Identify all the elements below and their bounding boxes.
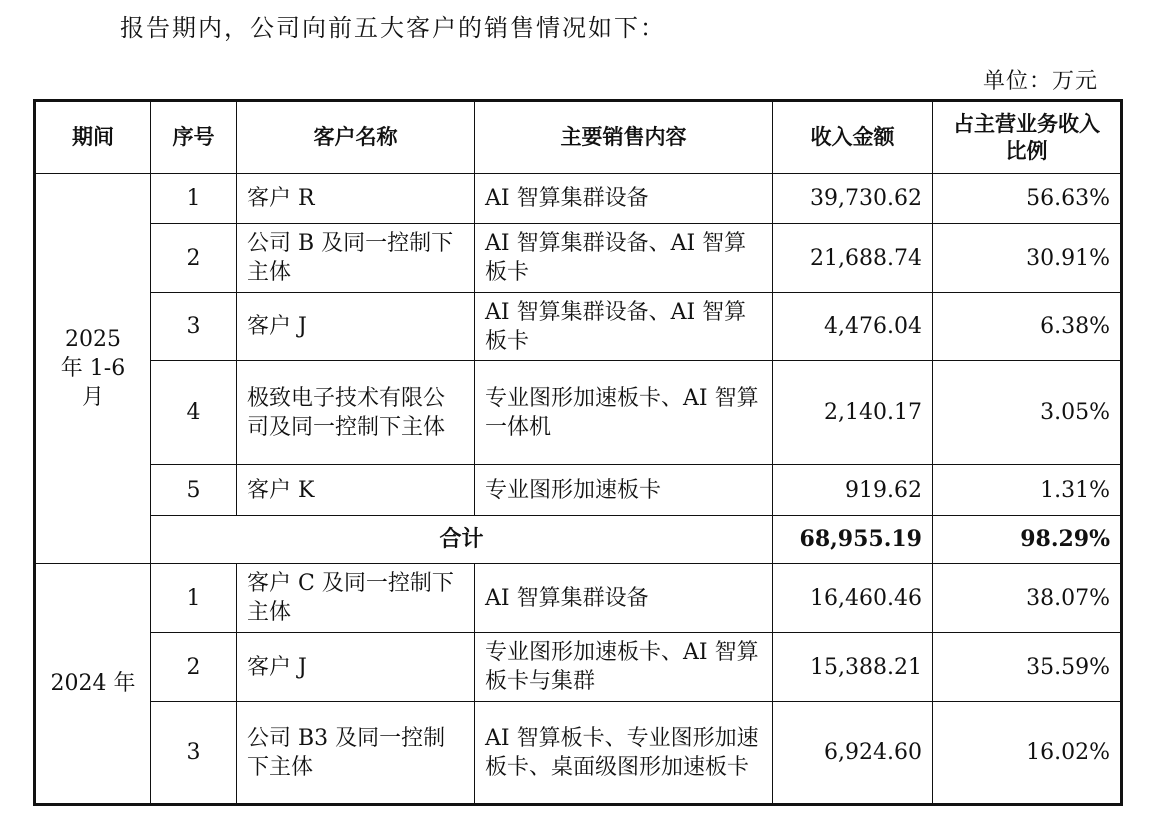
customer-name-cell: 极致电子技术有限公司及同一控制下主体: [237, 361, 475, 465]
customer-name-cell: 公司 B3 及同一控制下主体: [237, 702, 475, 805]
ratio-cell: 35.59%: [933, 633, 1122, 702]
table-row: [35, 702, 1122, 805]
table-row: [35, 465, 1122, 516]
revenue-cell: 4,476.04: [773, 293, 933, 361]
header-revenue: 收入金额: [773, 101, 933, 174]
header-period: 期间: [35, 101, 151, 174]
table-row: [35, 224, 1122, 293]
revenue-cell: 6,924.60: [773, 702, 933, 805]
table-row: [35, 174, 1122, 224]
revenue-cell: 2,140.17: [773, 361, 933, 465]
ratio-cell: 56.63%: [933, 174, 1122, 224]
customer-name-cell: 客户 K: [237, 465, 475, 516]
period-cell: 2024 年: [35, 564, 151, 805]
table-row: [35, 564, 1122, 633]
sales-content-cell: AI 智算集群设备: [475, 174, 773, 224]
sales-content-cell: 专业图形加速板卡、AI 智算板卡与集群: [475, 633, 773, 702]
ratio-cell: 16.02%: [933, 702, 1122, 805]
table-header-row: [35, 101, 1122, 174]
customer-name-cell: 客户 C 及同一控制下主体: [237, 564, 475, 633]
sales-content-cell: 专业图形加速板卡、AI 智算一体机: [475, 361, 773, 465]
no-cell: 1: [151, 174, 237, 224]
revenue-cell: 919.62: [773, 465, 933, 516]
top-customers-table: [33, 99, 1123, 806]
revenue-cell: 39,730.62: [773, 174, 933, 224]
no-cell: 3: [151, 702, 237, 805]
header-ratio: 占主营业务收入比例: [933, 101, 1122, 174]
revenue-cell: 21,688.74: [773, 224, 933, 293]
customer-name-cell: 客户 R: [237, 174, 475, 224]
total-label: 合计: [151, 516, 773, 564]
customer-name-cell: 客户 J: [237, 293, 475, 361]
intro-text: 报告期内，公司向前五大客户的销售情况如下：: [120, 14, 666, 42]
ratio-cell: 38.07%: [933, 564, 1122, 633]
ratio-cell: 6.38%: [933, 293, 1122, 361]
revenue-cell: 16,460.46: [773, 564, 933, 633]
no-cell: 2: [151, 633, 237, 702]
no-cell: 2: [151, 224, 237, 293]
total-ratio: 98.29%: [933, 516, 1122, 564]
table-row: [35, 633, 1122, 702]
period-cell: 2025 年 1-6 月: [35, 174, 151, 564]
sales-content-cell: AI 智算集群设备、AI 智算板卡: [475, 224, 773, 293]
header-name: 客户名称: [237, 101, 475, 174]
no-cell: 5: [151, 465, 237, 516]
sales-content-cell: AI 智算集群设备、AI 智算板卡: [475, 293, 773, 361]
ratio-cell: 3.05%: [933, 361, 1122, 465]
total-revenue: 68,955.19: [773, 516, 933, 564]
customer-name-cell: 公司 B 及同一控制下主体: [237, 224, 475, 293]
header-content: 主要销售内容: [475, 101, 773, 174]
ratio-cell: 1.31%: [933, 465, 1122, 516]
sales-content-cell: AI 智算集群设备: [475, 564, 773, 633]
customer-name-cell: 客户 J: [237, 633, 475, 702]
sales-content-cell: 专业图形加速板卡: [475, 465, 773, 516]
table-row: [35, 361, 1122, 465]
revenue-cell: 15,388.21: [773, 633, 933, 702]
sales-content-cell: AI 智算板卡、专业图形加速板卡、桌面级图形加速板卡: [475, 702, 773, 805]
no-cell: 4: [151, 361, 237, 465]
no-cell: 1: [151, 564, 237, 633]
ratio-cell: 30.91%: [933, 224, 1122, 293]
total-row: [35, 516, 1122, 564]
unit-label: 单位：万元: [982, 69, 1098, 94]
header-no: 序号: [151, 101, 237, 174]
table-row: [35, 293, 1122, 361]
no-cell: 3: [151, 293, 237, 361]
